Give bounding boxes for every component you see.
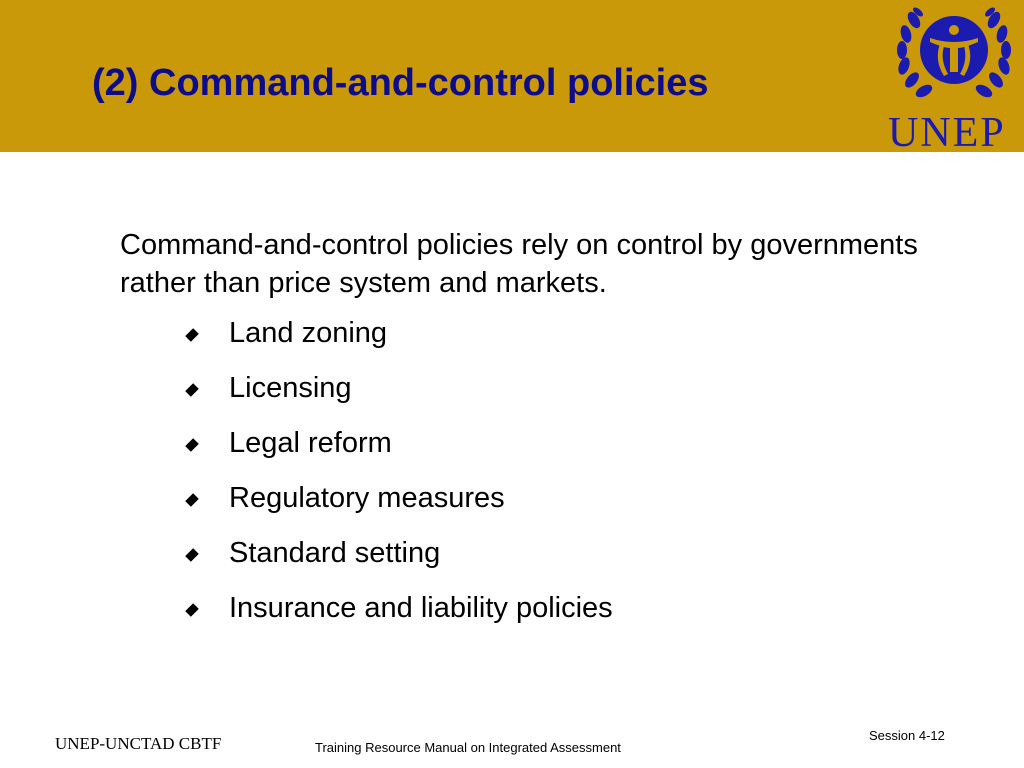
footer-session-number: Session 4-12 xyxy=(869,728,945,743)
diamond-bullet-icon xyxy=(185,383,199,397)
diamond-bullet-icon xyxy=(185,328,199,342)
bullet-text: Land zoning xyxy=(229,317,388,349)
unep-logo xyxy=(884,0,1024,156)
diamond-bullet-icon xyxy=(185,438,199,452)
footer-organization: UNEP-UNCTAD CBTF xyxy=(55,734,222,753)
bullet-text: Licensing xyxy=(229,372,352,404)
bullet-text: Insurance and liability policies xyxy=(229,592,613,624)
unep-logo-text: UNEP xyxy=(888,110,1006,156)
diamond-bullet-icon xyxy=(185,548,199,562)
unep-emblem-icon xyxy=(884,0,1024,115)
diamond-bullet-icon xyxy=(185,493,199,507)
diamond-bullet-icon xyxy=(185,603,199,617)
bullet-text: Legal reform xyxy=(229,427,392,459)
footer-manual-title: Training Resource Manual on Integrated Assessment xyxy=(315,740,621,755)
intro-paragraph: Command-and-control policies rely on control by governments rather than price system and markets. xyxy=(120,229,918,299)
bullet-text: Regulatory measures xyxy=(229,482,505,514)
bullet-text: Standard setting xyxy=(229,537,441,569)
slide-title: (2) Command-and-control policies xyxy=(92,62,709,104)
